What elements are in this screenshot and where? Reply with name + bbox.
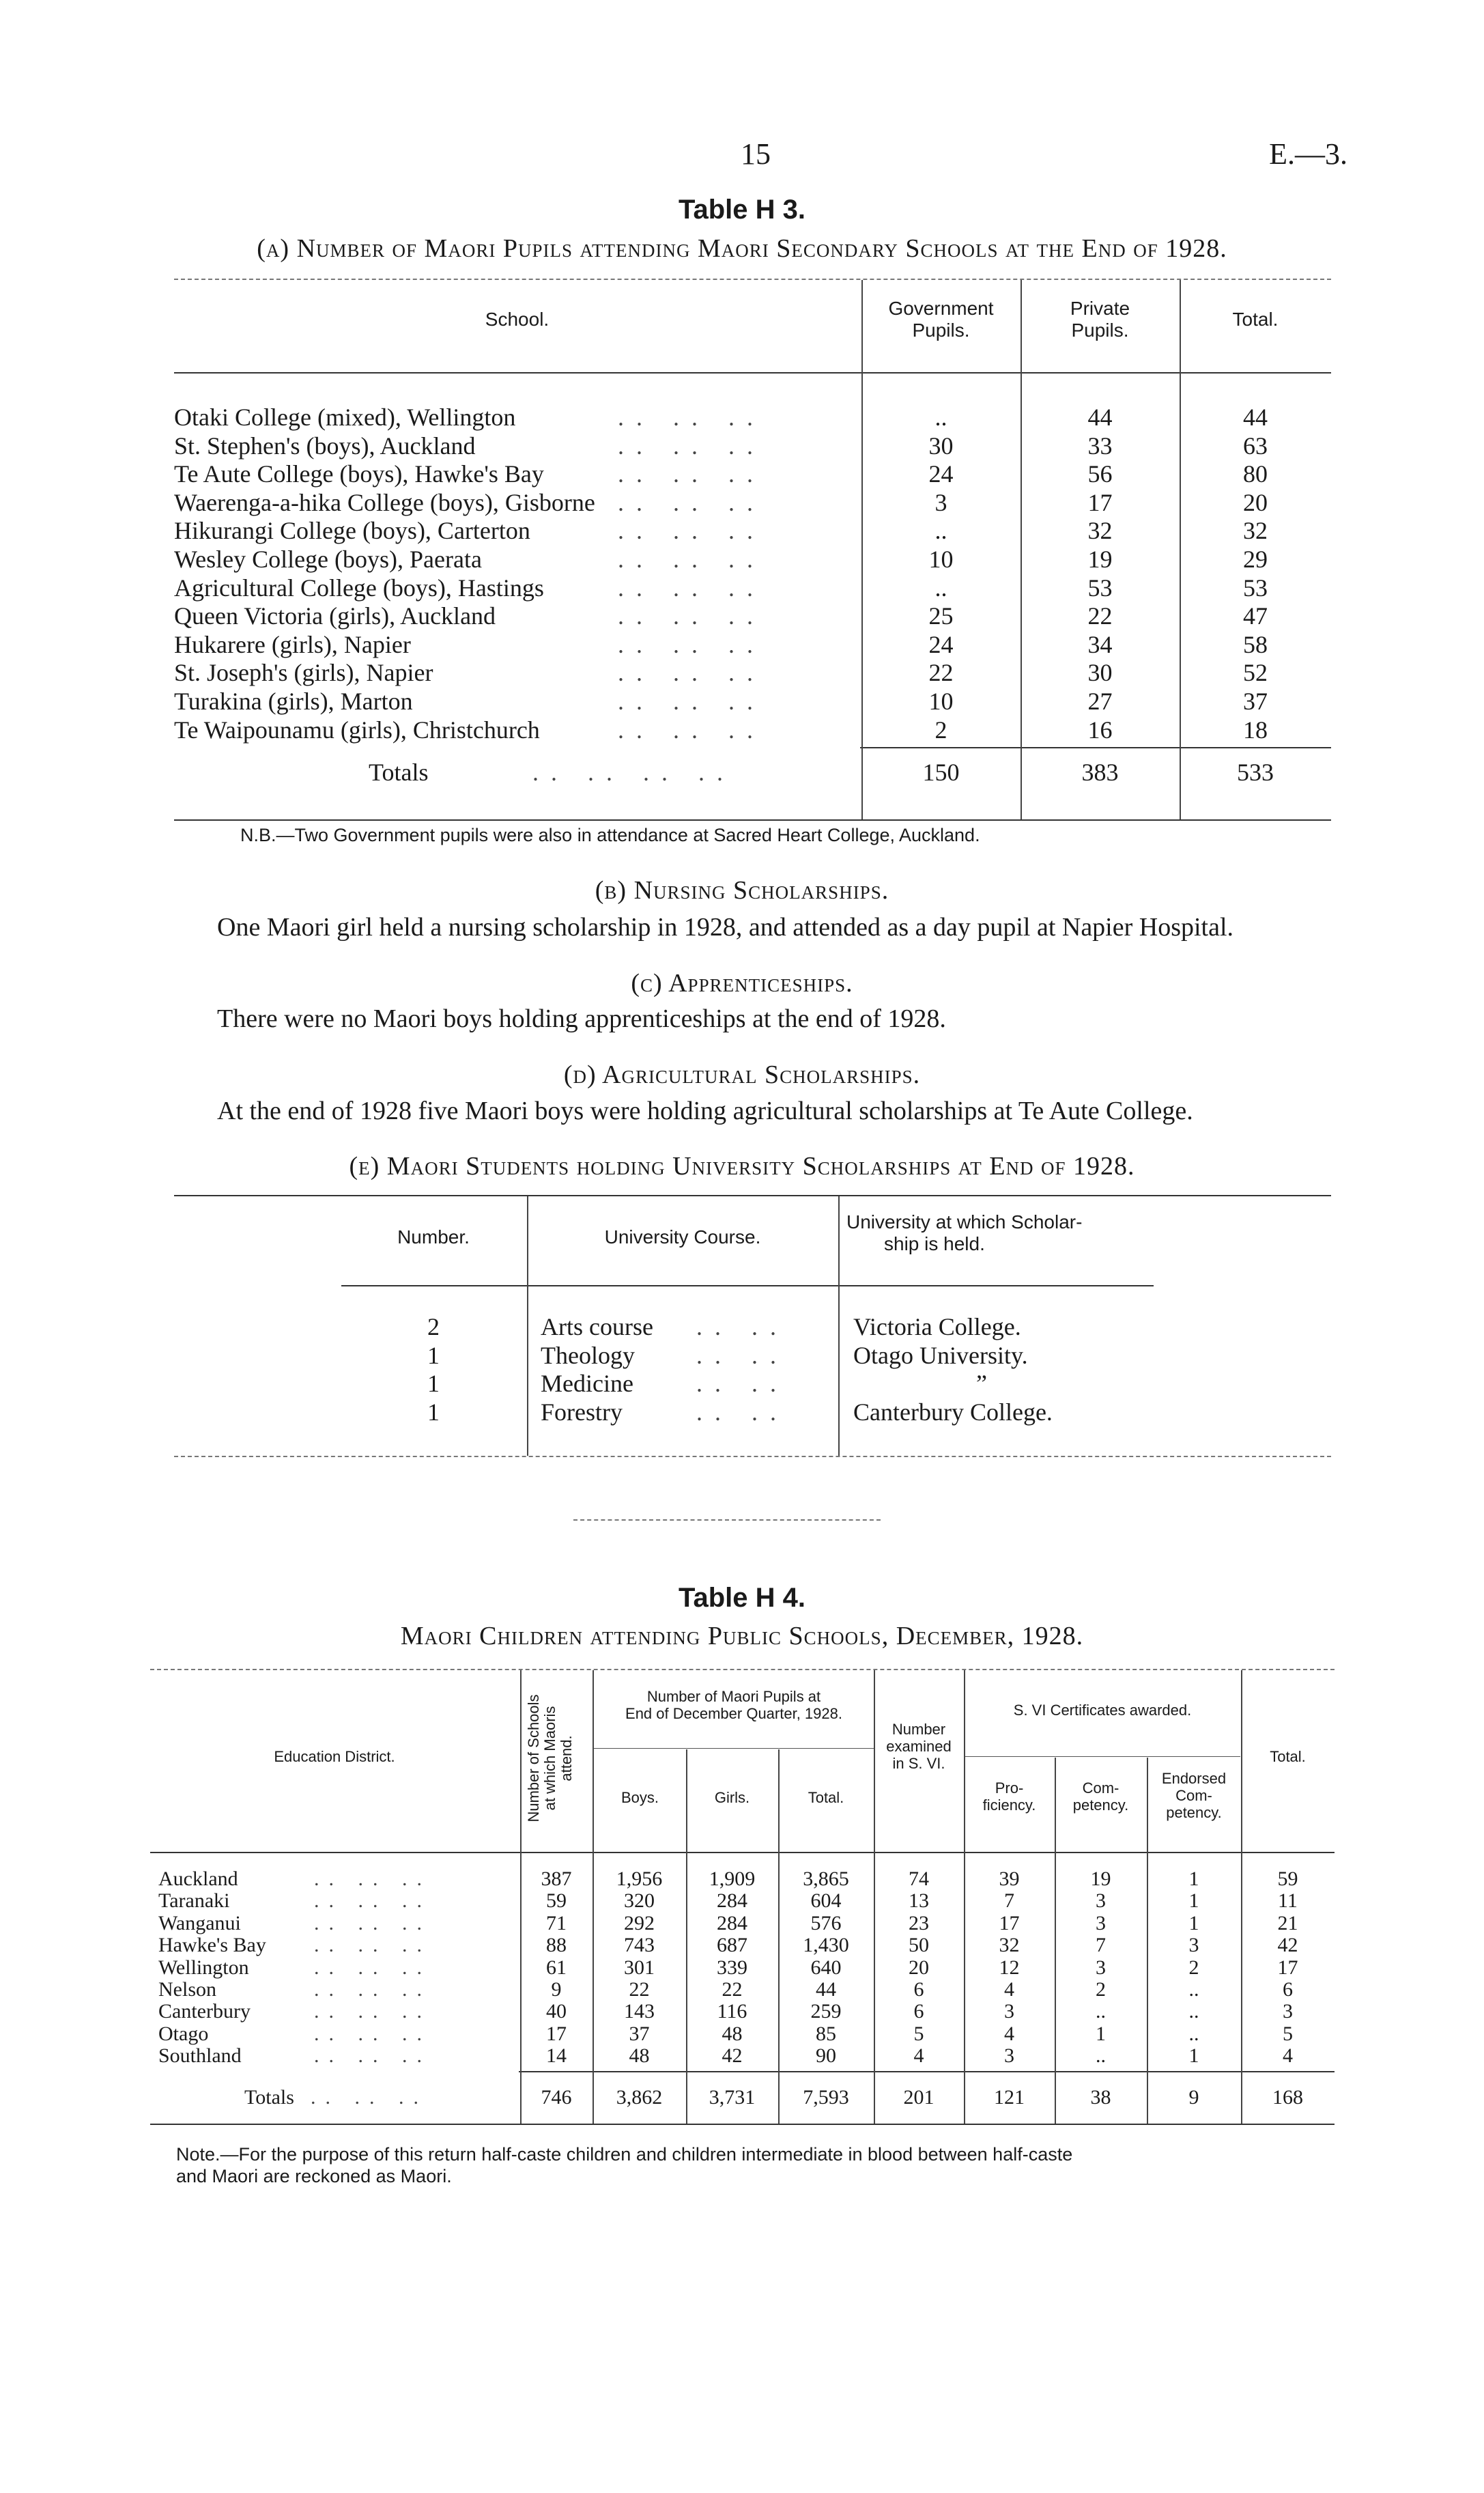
total-pupils: 44 <box>1243 404 1268 431</box>
govt-pupils: .. <box>934 574 947 602</box>
district-name: Taranaki <box>158 1889 230 1912</box>
private-pupils: 16 <box>1087 716 1113 744</box>
cell-girls: 1,909 <box>709 1868 756 1890</box>
apprentice-title: (c) Apprenticeships. <box>631 969 853 998</box>
school-name: Hukarere (girls), Napier <box>174 631 411 658</box>
cell-schools: 9 <box>551 1978 562 2001</box>
cell-schools: 17 <box>546 2023 567 2045</box>
table-h4-title: Table H 4. <box>679 1583 805 1613</box>
table-h3-subtitle: (a) Number of Maori Pupils attending Maori Secondary Schools at the End of 1928. <box>257 234 1227 263</box>
district-name: Hawke's Bay <box>158 1934 266 1956</box>
table-h3-title: Table H 3. <box>679 195 805 225</box>
leader-dots: .. .. .. <box>314 1889 431 1912</box>
apprentice-text: There were no Maori boys holding apprenticeships at the end of 1928. <box>217 1004 946 1033</box>
h4-header-competency: Com- petency. <box>1072 1779 1129 1814</box>
cell-boys: 48 <box>629 2044 650 2067</box>
univ-title: (e) Maori Students holding University Scholarships at End of 1928. <box>349 1152 1135 1181</box>
govt-pupils: .. <box>934 517 947 544</box>
cell-total: 85 <box>816 2023 836 2045</box>
leader-dots: .. .. .. <box>618 688 765 715</box>
course-name: Arts course <box>541 1313 653 1340</box>
cell-girls: 339 <box>717 1956 747 1979</box>
document-reference: E.—3. <box>1269 137 1347 171</box>
leader-dots: .. .. .. <box>314 1956 431 1979</box>
total-pupils: 29 <box>1243 546 1268 573</box>
cell-endorsed: 1 <box>1188 1912 1199 1934</box>
district-name: Canterbury <box>158 2000 251 2023</box>
h4-header-examined: Number examined in S. VI. <box>886 1721 952 1772</box>
private-pupils: 56 <box>1087 460 1113 488</box>
leader-dots: .. .. .. <box>314 1978 431 2001</box>
cell-prof: 32 <box>999 1934 1020 1956</box>
course-name: Medicine <box>541 1370 633 1397</box>
cell-ctotal: 3 <box>1283 2000 1293 2023</box>
totals-ctotal: 168 <box>1272 2086 1303 2109</box>
totals-label: Totals <box>369 759 429 786</box>
cell-prof: 12 <box>999 1956 1020 1979</box>
school-name: Te Aute College (boys), Hawke's Bay <box>174 460 544 488</box>
cell-comp: .. <box>1096 2044 1106 2067</box>
district-name: Wellington <box>158 1956 249 1979</box>
univ-header-held: University at which Scholar- ship is held. <box>846 1211 1083 1254</box>
total-pupils: 37 <box>1243 688 1268 715</box>
leader-dots: .. .. .. <box>618 659 765 686</box>
totals-govt: 150 <box>922 759 960 786</box>
cell-girls: 687 <box>717 1934 747 1956</box>
leader-dots: .. .. .. <box>618 716 765 744</box>
cell-ctotal: 42 <box>1277 1934 1298 1956</box>
cell-ctotal: 21 <box>1277 1912 1298 1934</box>
university-name: Otago University. <box>853 1342 1028 1369</box>
leader-dots: .. .. .. <box>618 489 765 516</box>
h4-header-endorsed: Endorsed Com- petency. <box>1161 1770 1227 1821</box>
cell-total: 3,865 <box>803 1868 849 1890</box>
private-pupils: 30 <box>1087 659 1113 686</box>
scholar-count: 1 <box>427 1398 440 1426</box>
univ-header-course: University Course. <box>604 1226 761 1248</box>
leader-dots: .. .. .. <box>314 1934 431 1956</box>
total-pupils: 20 <box>1243 489 1268 516</box>
cell-examined: 4 <box>913 2044 924 2067</box>
nursing-title: (b) Nursing Scholarships. <box>595 876 889 905</box>
h3-header-private: Private Pupils. <box>1070 298 1130 341</box>
cell-ctotal: 6 <box>1283 1978 1293 2001</box>
private-pupils: 53 <box>1087 574 1113 602</box>
district-name: Nelson <box>158 1978 216 2001</box>
total-pupils: 52 <box>1243 659 1268 686</box>
h3-header-school: School. <box>485 309 550 330</box>
school-name: Agricultural College (boys), Hastings <box>174 574 544 602</box>
cell-boys: 143 <box>624 2000 655 2023</box>
district-name: Auckland <box>158 1868 238 1890</box>
cell-boys: 37 <box>629 2023 650 2045</box>
school-name: Hikurangi College (boys), Carterton <box>174 517 530 544</box>
h4-header-boys: Boys. <box>620 1789 659 1806</box>
cell-endorsed: 3 <box>1188 1934 1199 1956</box>
cell-boys: 1,956 <box>616 1868 663 1890</box>
page-number: 15 <box>741 137 771 171</box>
cell-schools: 40 <box>546 2000 567 2023</box>
cell-examined: 50 <box>909 1934 929 1956</box>
cell-examined: 23 <box>909 1912 929 1934</box>
h4-header-cert-group: S. VI Certificates awarded. <box>1013 1702 1192 1719</box>
cell-examined: 20 <box>909 1956 929 1979</box>
leader-dots: .. .. .. <box>314 2044 431 2067</box>
cell-prof: 4 <box>1004 2023 1014 2045</box>
cell-girls: 284 <box>717 1889 747 1912</box>
h3-header-total: Total. <box>1232 309 1279 330</box>
school-name: Turakina (girls), Marton <box>174 688 413 715</box>
leader-dots: .. .. .. <box>618 546 765 573</box>
total-pupils: 18 <box>1243 716 1268 744</box>
cell-total: 604 <box>810 1889 842 1912</box>
cell-prof: 4 <box>1004 1978 1014 2001</box>
govt-pupils: .. <box>934 404 947 431</box>
cell-prof: 39 <box>999 1868 1020 1890</box>
cell-prof: 17 <box>999 1912 1020 1934</box>
cell-total: 1,430 <box>803 1934 849 1956</box>
h4-header-total: Total. <box>1270 1748 1306 1765</box>
cell-comp: 2 <box>1096 1978 1106 2001</box>
university-name: ” <box>976 1370 987 1397</box>
h3-nb-note: N.B.—Two Government pupils were also in attendance at Sacred Heart College, Auckland. <box>240 825 980 845</box>
cell-total: 90 <box>816 2044 836 2067</box>
table-h4-subtitle: Maori Children attending Public Schools, December, 1928. <box>400 1622 1084 1650</box>
govt-pupils: 10 <box>928 546 954 573</box>
private-pupils: 19 <box>1087 546 1113 573</box>
school-name: St. Joseph's (girls), Napier <box>174 659 433 686</box>
total-pupils: 80 <box>1243 460 1268 488</box>
total-pupils: 63 <box>1243 432 1268 460</box>
h4-header-district: Education District. <box>274 1748 395 1765</box>
h4-note-line-2: and Maori are reckoned as Maori. <box>176 2166 452 2186</box>
leader-dots: .. .. .. <box>618 404 765 431</box>
cell-comp: .. <box>1096 2000 1106 2023</box>
cell-examined: 6 <box>913 1978 924 2001</box>
cell-endorsed: 2 <box>1188 1956 1199 1979</box>
cell-comp: 3 <box>1096 1912 1106 1934</box>
district-name: Southland <box>158 2044 242 2067</box>
cell-comp: 3 <box>1096 1889 1106 1912</box>
cell-endorsed: .. <box>1188 1978 1199 2001</box>
university-name: Victoria College. <box>853 1313 1021 1340</box>
total-pupils: 58 <box>1243 631 1268 658</box>
cell-boys: 301 <box>624 1956 655 1979</box>
leader-dots: .. .. .. <box>618 602 765 630</box>
private-pupils: 17 <box>1087 489 1113 516</box>
cell-examined: 5 <box>913 2023 924 2045</box>
totals-comp: 38 <box>1090 2086 1111 2109</box>
leader-dots: .. .. <box>696 1398 788 1426</box>
cell-comp: 1 <box>1096 2023 1106 2045</box>
total-pupils: 53 <box>1243 574 1268 602</box>
cell-boys: 22 <box>629 1978 650 2001</box>
school-name: Wesley College (boys), Paerata <box>174 546 482 573</box>
cell-endorsed: .. <box>1188 2000 1199 2023</box>
total-pupils: 32 <box>1243 517 1268 544</box>
cell-total: 576 <box>810 1912 842 1934</box>
cell-boys: 320 <box>624 1889 655 1912</box>
school-name: Te Waipounamu (girls), Christchurch <box>174 716 540 744</box>
school-name: Otaki College (mixed), Wellington <box>174 404 516 431</box>
leader-dots: .. .. <box>696 1342 788 1369</box>
scholar-count: 1 <box>427 1370 440 1397</box>
leader-dots: .. .. .. <box>618 432 765 460</box>
cell-schools: 61 <box>546 1956 567 1979</box>
leader-dots: .. .. .. .. <box>532 759 735 786</box>
h4-header-schools: Number of Schools at which Maoris attend. <box>525 1694 575 1822</box>
totals-schools: 746 <box>541 2086 572 2109</box>
course-name: Forestry <box>541 1398 623 1426</box>
cell-comp: 19 <box>1090 1868 1111 1890</box>
totals-prof: 121 <box>994 2086 1025 2109</box>
cell-girls: 48 <box>722 2023 743 2045</box>
leader-dots: .. .. .. <box>618 517 765 544</box>
govt-pupils: 30 <box>928 432 954 460</box>
agri-text: At the end of 1928 five Maori boys were holding agricultural scholarships at Te Aute College. <box>217 1097 1193 1125</box>
private-pupils: 27 <box>1087 688 1113 715</box>
private-pupils: 32 <box>1087 517 1113 544</box>
h4-note-line-1: Note.—For the purpose of this return half-caste children and children intermediate in blood between half-caste <box>176 2144 1073 2165</box>
totals-girls: 3,731 <box>709 2086 756 2109</box>
scholar-count: 1 <box>427 1342 440 1369</box>
cell-comp: 7 <box>1096 1934 1106 1956</box>
cell-schools: 387 <box>541 1868 572 1890</box>
cell-total: 44 <box>816 1978 836 2001</box>
totals-total: 7,593 <box>803 2086 849 2109</box>
totals-label: Totals <box>244 2086 294 2109</box>
govt-pupils: 3 <box>934 489 947 516</box>
h4-header-pupils-total: Total. <box>808 1789 844 1806</box>
cell-examined: 13 <box>909 1889 929 1912</box>
total-pupils: 47 <box>1243 602 1268 630</box>
cell-ctotal: 59 <box>1277 1868 1298 1890</box>
cell-prof: 3 <box>1004 2000 1014 2023</box>
cell-endorsed: 1 <box>1188 2044 1199 2067</box>
cell-girls: 42 <box>722 2044 743 2067</box>
nursing-text: One Maori girl held a nursing scholarship in 1928, and attended as a day pupil at Napier Hospital. <box>217 913 1234 942</box>
cell-ctotal: 5 <box>1283 2023 1293 2045</box>
leader-dots: .. .. <box>696 1313 788 1340</box>
cell-boys: 743 <box>624 1934 655 1956</box>
private-pupils: 34 <box>1087 631 1113 658</box>
cell-endorsed: 1 <box>1188 1868 1199 1890</box>
cell-examined: 6 <box>913 2000 924 2023</box>
private-pupils: 33 <box>1087 432 1113 460</box>
totals-private: 383 <box>1081 759 1119 786</box>
course-name: Theology <box>541 1342 635 1369</box>
cell-schools: 88 <box>546 1934 567 1956</box>
govt-pupils: 24 <box>928 631 954 658</box>
cell-ctotal: 11 <box>1278 1889 1298 1912</box>
cell-prof: 3 <box>1004 2044 1014 2067</box>
univ-header-number: Number. <box>397 1226 470 1248</box>
cell-ctotal: 17 <box>1277 1956 1298 1979</box>
cell-endorsed: .. <box>1188 2023 1199 2045</box>
leader-dots: .. .. .. <box>314 1868 431 1890</box>
private-pupils: 22 <box>1087 602 1113 630</box>
school-name: Waerenga-a-hika College (boys), Gisborne <box>174 489 595 516</box>
private-pupils: 44 <box>1087 404 1113 431</box>
leader-dots: .. .. .. <box>314 2000 431 2023</box>
cell-total: 640 <box>810 1956 842 1979</box>
cell-examined: 74 <box>909 1868 929 1890</box>
cell-endorsed: 1 <box>1188 1889 1199 1912</box>
cell-girls: 284 <box>717 1912 747 1934</box>
cell-girls: 22 <box>722 1978 743 2001</box>
leader-dots: .. .. .. <box>314 2023 431 2045</box>
totals-endorsed: 9 <box>1188 2086 1199 2109</box>
h4-header-pupils-group: Number of Maori Pupils at End of December Quarter, 1928. <box>625 1688 842 1722</box>
cell-boys: 292 <box>624 1912 655 1934</box>
leader-dots: .. .. .. <box>314 1912 431 1934</box>
leader-dots: .. .. .. <box>618 631 765 658</box>
cell-comp: 3 <box>1096 1956 1106 1979</box>
totals-total: 533 <box>1237 759 1274 786</box>
cell-schools: 71 <box>546 1912 567 1934</box>
leader-dots: .. .. .. <box>618 460 765 488</box>
scholar-count: 2 <box>427 1313 440 1340</box>
district-name: Otago <box>158 2023 209 2045</box>
cell-girls: 116 <box>717 2000 747 2023</box>
school-name: St. Stephen's (boys), Auckland <box>174 432 476 460</box>
govt-pupils: 2 <box>934 716 947 744</box>
h3-header-govt: Government Pupils. <box>888 298 994 341</box>
govt-pupils: 25 <box>928 602 954 630</box>
leader-dots: .. .. <box>696 1370 788 1397</box>
govt-pupils: 22 <box>928 659 954 686</box>
university-name: Canterbury College. <box>853 1398 1053 1426</box>
cell-total: 259 <box>810 2000 842 2023</box>
cell-schools: 14 <box>546 2044 567 2067</box>
school-name: Queen Victoria (girls), Auckland <box>174 602 496 630</box>
cell-schools: 59 <box>546 1889 567 1912</box>
h4-header-proficiency: Pro- ficiency. <box>982 1779 1036 1814</box>
cell-prof: 7 <box>1004 1889 1014 1912</box>
agri-title: (d) Agricultural Scholarships. <box>563 1060 921 1089</box>
h4-header-girls: Girls. <box>714 1789 750 1806</box>
govt-pupils: 24 <box>928 460 954 488</box>
district-name: Wanganui <box>158 1912 241 1934</box>
govt-pupils: 10 <box>928 688 954 715</box>
totals-boys: 3,862 <box>616 2086 663 2109</box>
totals-examined: 201 <box>903 2086 934 2109</box>
leader-dots: .. .. .. <box>311 2086 428 2109</box>
cell-ctotal: 4 <box>1283 2044 1293 2067</box>
leader-dots: .. .. .. <box>618 574 765 602</box>
